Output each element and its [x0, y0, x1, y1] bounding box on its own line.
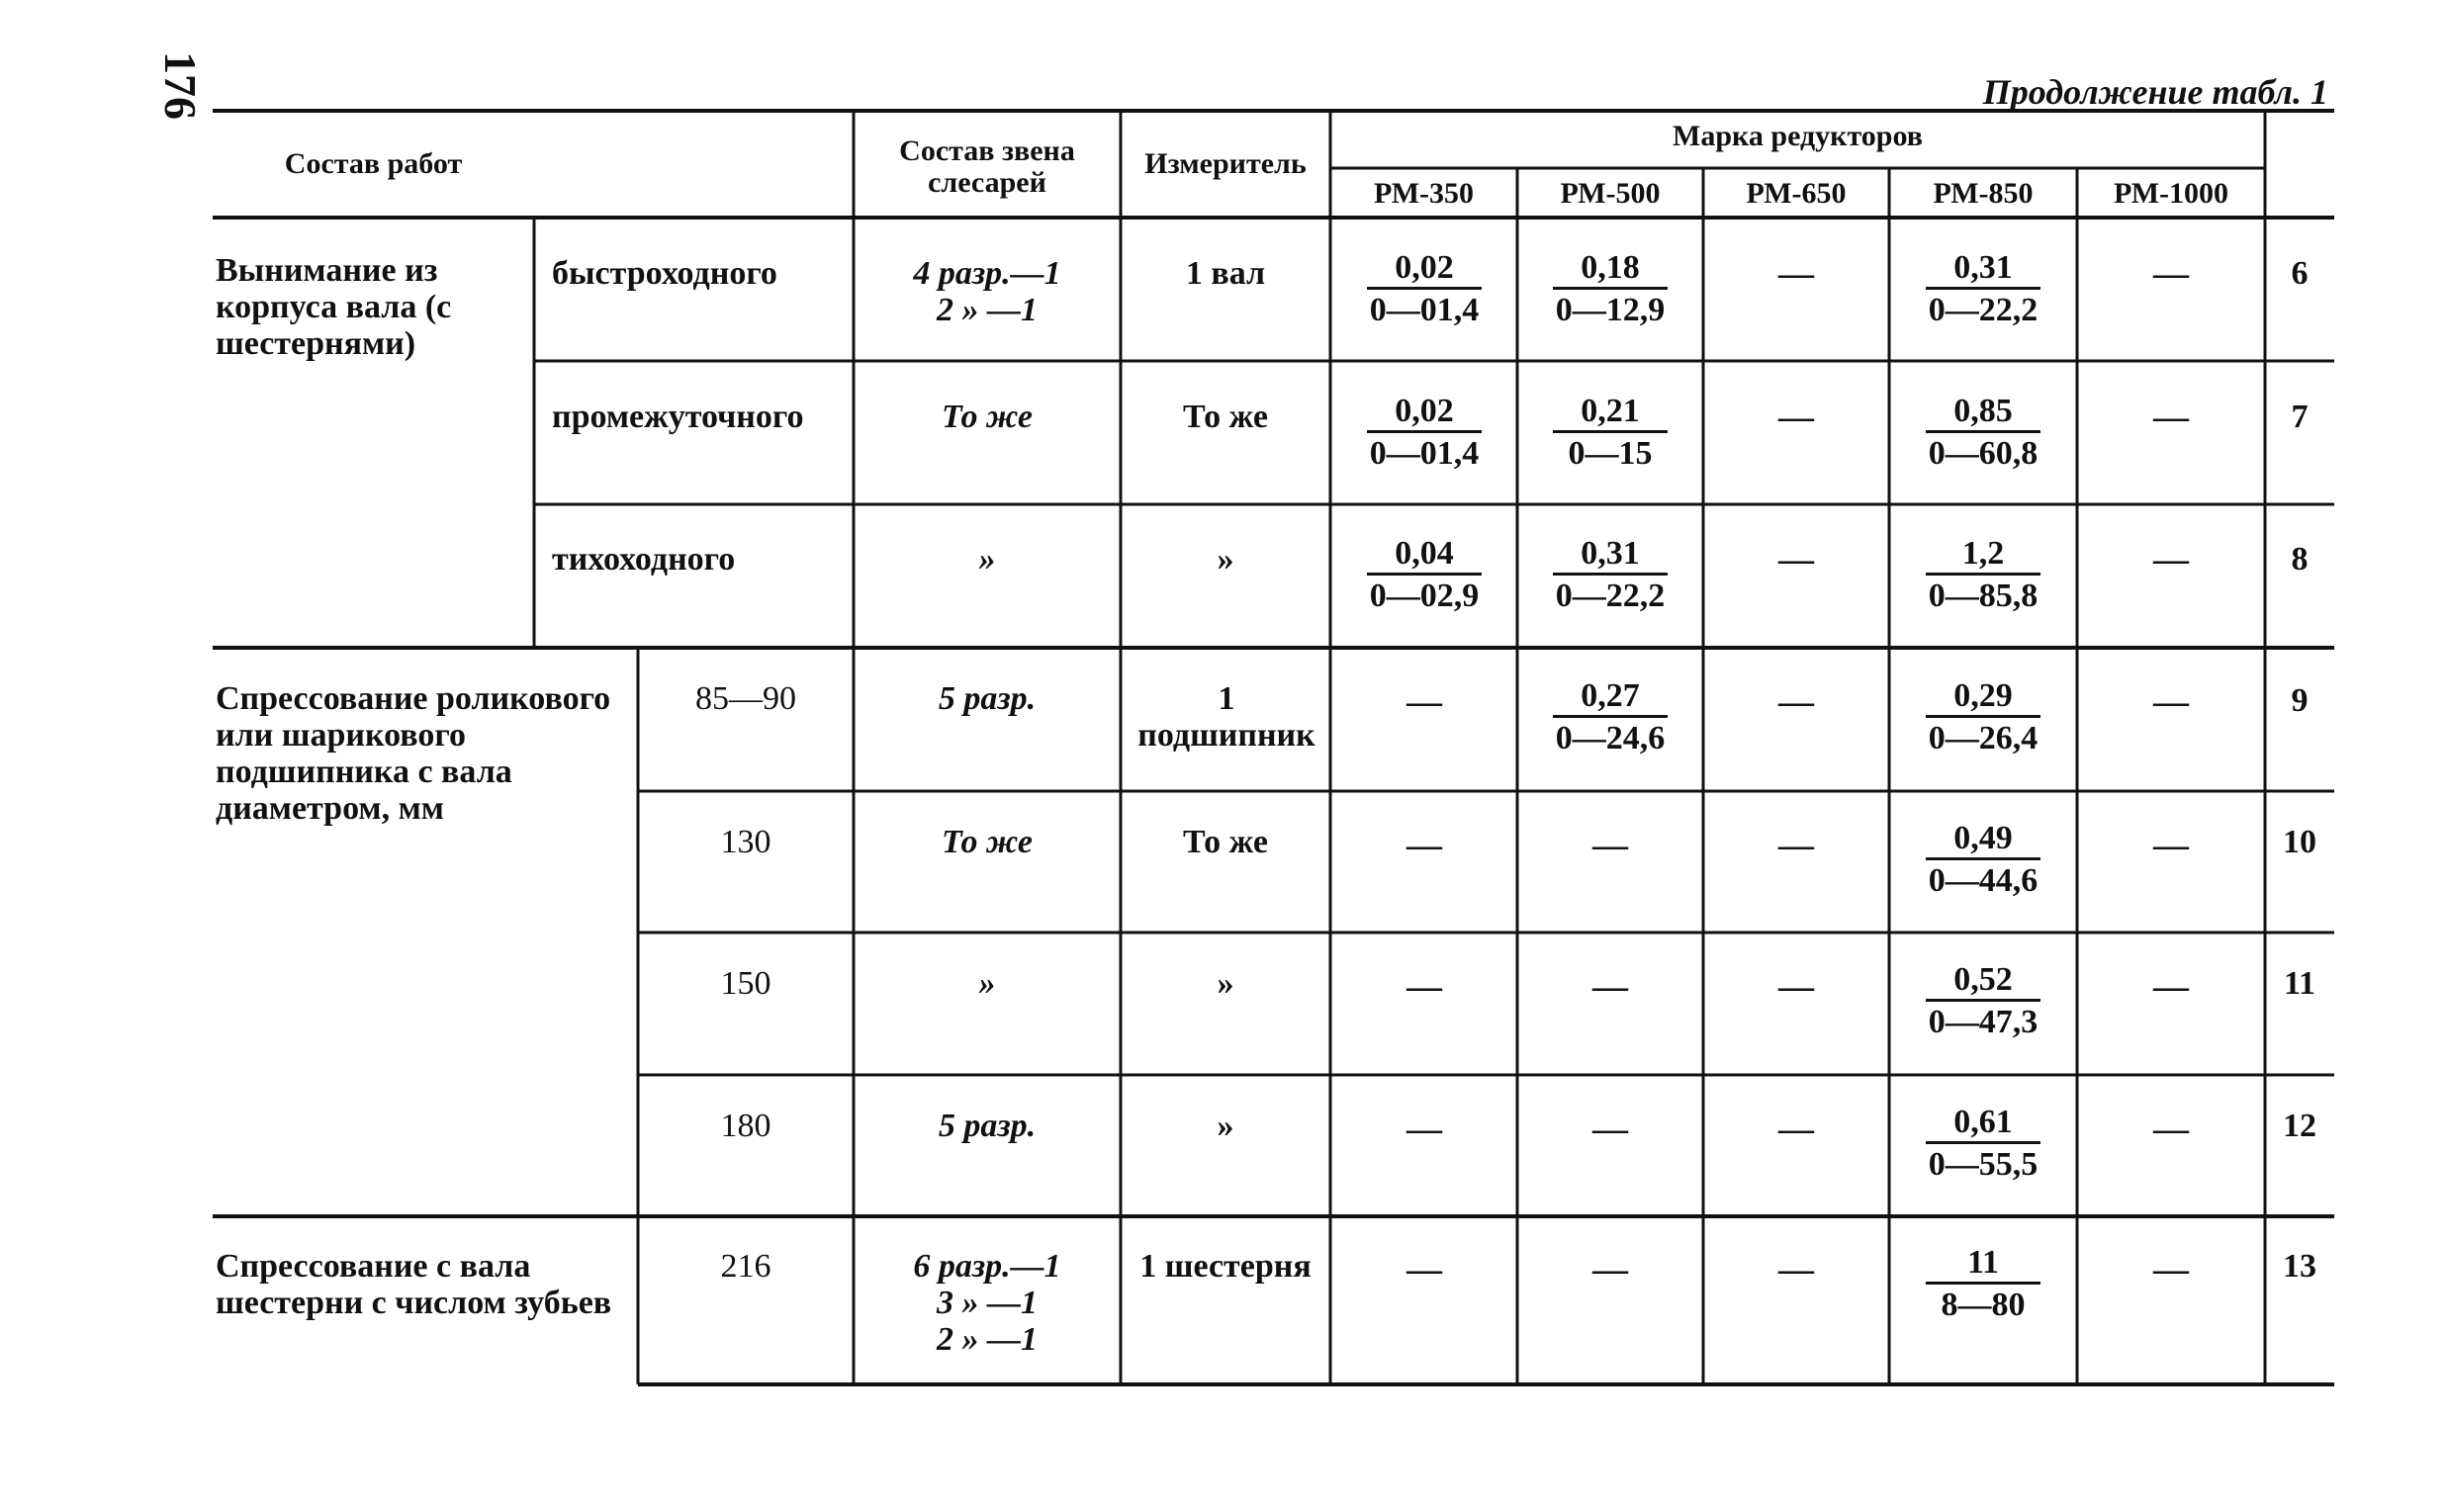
value-fraction: $\frac{0,31}{0—22,2}$ [1904, 249, 2062, 331]
value-fraction: $\frac{11}{8—80}$ [1904, 1244, 2062, 1326]
value-dash: — [2153, 966, 2189, 1006]
value-dash: — [1592, 1109, 1628, 1148]
value-dash: — [1406, 681, 1442, 721]
row-crew: То же [941, 399, 1034, 435]
row-sub-label: промежуточного [552, 399, 804, 435]
row-sub-label: 180 [720, 1108, 771, 1144]
value-fraction: $\frac{0,18}{0—12,9}$ [1531, 249, 1689, 331]
value-dash: — [1778, 397, 1814, 436]
value-dash: — [1406, 1109, 1442, 1148]
row-unit: То же [1183, 824, 1268, 860]
value-fraction: $\frac{0,61}{0—55,5}$ [1904, 1104, 2062, 1186]
row-unit: » [1217, 1108, 1234, 1144]
value-dash: — [2153, 825, 2189, 864]
row-crew: То же [941, 824, 1034, 860]
value-dash: — [2153, 253, 2189, 293]
row-sub-label: быстроходного [552, 255, 777, 292]
value-dash: — [1778, 681, 1814, 721]
row-crew: 6 разр.—1 3 » —1 2 » —1 [913, 1248, 1061, 1358]
group-label: Спрессование роликового или шарикового подшипника с вала диаметром, мм [216, 680, 611, 827]
value-fraction: $\frac{0,02}{0—01,4}$ [1345, 249, 1503, 331]
row-crew: 5 разр. [938, 680, 1037, 717]
row-number: 7 [2291, 399, 2309, 435]
header-model: РМ-500 [1560, 177, 1661, 210]
value-dash: — [2153, 397, 2189, 436]
row-crew: » [978, 541, 996, 578]
row-sub-label: 150 [720, 965, 771, 1002]
value-dash: — [1406, 825, 1442, 864]
value-fraction: $\frac{0,49}{0—44,6}$ [1904, 820, 2062, 902]
row-unit: 1 вал [1185, 255, 1266, 292]
header-crew: Состав звена слесарей [899, 134, 1075, 199]
value-dash: — [2153, 539, 2189, 578]
row-number: 8 [2291, 541, 2309, 578]
value-fraction: $\frac{0,02}{0—01,4}$ [1345, 393, 1503, 475]
value-fraction: $\frac{0,52}{0—47,3}$ [1904, 961, 2062, 1043]
value-dash: — [1778, 966, 1814, 1006]
row-unit: » [1217, 965, 1234, 1002]
page-number: 176 [155, 51, 206, 120]
row-unit: 1 подшипник [1137, 680, 1315, 754]
value-dash: — [2153, 1249, 2189, 1289]
group-label: Вынимание из корпуса вала (с шестернями) [216, 252, 452, 362]
value-dash: — [1592, 825, 1628, 864]
value-dash: — [1778, 1109, 1814, 1148]
row-crew: » [978, 965, 996, 1002]
value-fraction: $\frac{0,04}{0—02,9}$ [1345, 535, 1503, 617]
row-crew: 4 разр.—1 2 » —1 [913, 255, 1061, 328]
value-fraction: $\frac{0,21}{0—15}$ [1531, 393, 1689, 475]
header-model: РМ-1000 [2113, 177, 2229, 210]
row-number: 11 [2283, 965, 2316, 1002]
value-dash: — [1778, 253, 1814, 293]
value-dash: — [1778, 825, 1814, 864]
header-model: РМ-850 [1933, 177, 2034, 210]
header-model: РМ-350 [1373, 177, 1475, 210]
row-sub-label: 85—90 [695, 680, 796, 717]
row-number: 10 [2283, 824, 2316, 860]
row-unit: » [1217, 541, 1234, 578]
value-dash: — [1406, 966, 1442, 1006]
value-dash: — [1778, 539, 1814, 578]
value-fraction: $\frac{1,2}{0—85,8}$ [1904, 535, 2062, 617]
value-fraction: $\frac{0,85}{0—60,8}$ [1904, 393, 2062, 475]
row-number: 12 [2283, 1108, 2316, 1144]
row-unit: 1 шестерня [1139, 1248, 1312, 1285]
value-fraction: $\frac{0,27}{0—24,6}$ [1531, 677, 1689, 759]
value-dash: — [2153, 681, 2189, 721]
row-sub-label: 130 [720, 824, 771, 860]
value-dash: — [1592, 1249, 1628, 1289]
row-number: 13 [2283, 1248, 2316, 1285]
row-sub-label: 216 [720, 1248, 771, 1285]
row-number: 6 [2291, 255, 2309, 292]
value-dash: — [1406, 1249, 1442, 1289]
group-label: Спрессование с вала шестерни с числом зубьев [216, 1248, 612, 1321]
value-dash: — [2153, 1109, 2189, 1148]
row-sub-label: тихоходного [552, 541, 736, 578]
header-model: РМ-650 [1746, 177, 1847, 210]
row-number: 9 [2291, 682, 2309, 719]
header-brand: Марка редукторов [1673, 120, 1923, 152]
header-work: Состав работ [284, 147, 463, 180]
value-fraction: $\frac{0,31}{0—22,2}$ [1531, 535, 1689, 617]
row-crew: 5 разр. [938, 1108, 1037, 1144]
header-unit: Измеритель [1144, 147, 1307, 180]
table-continuation-caption: Продолжение табл. 1 [1982, 72, 2328, 112]
value-dash: — [1592, 966, 1628, 1006]
value-fraction: $\frac{0,29}{0—26,4}$ [1904, 677, 2062, 759]
value-dash: — [1778, 1249, 1814, 1289]
row-unit: То же [1183, 399, 1268, 435]
